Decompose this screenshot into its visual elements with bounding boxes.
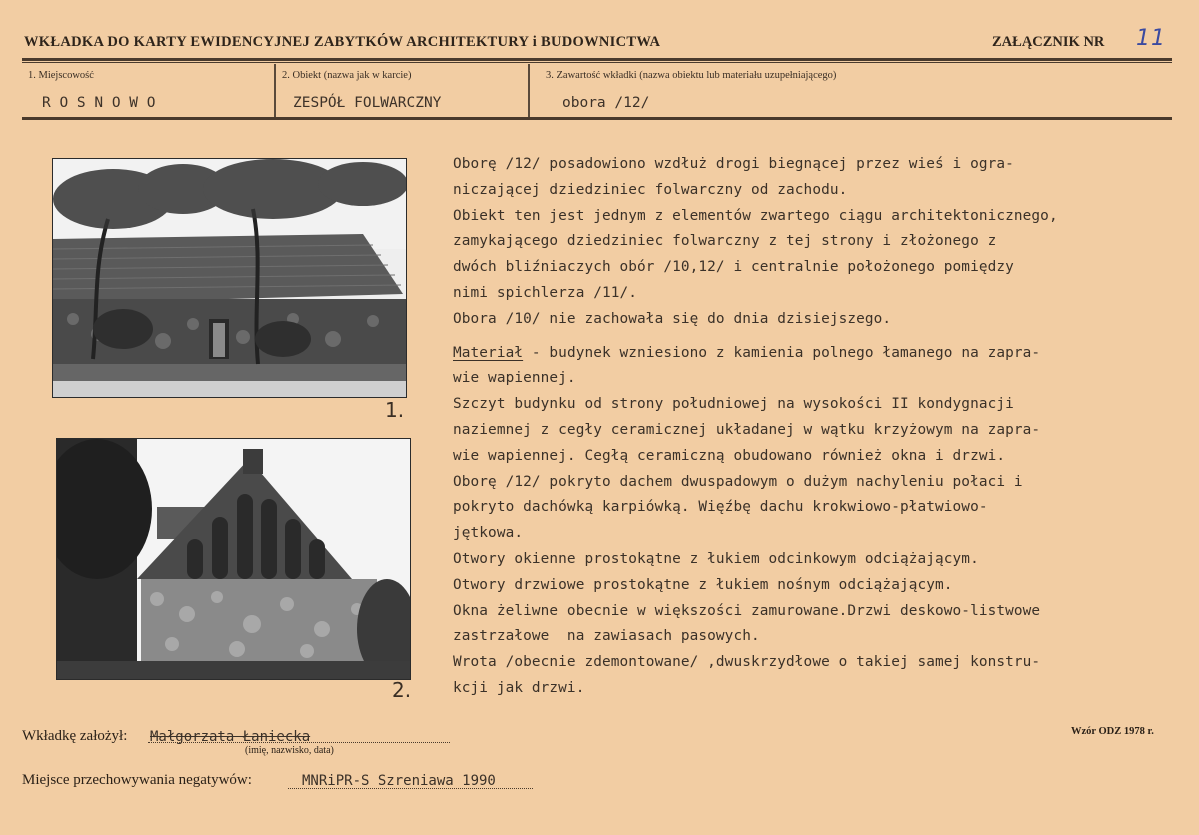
object-label: 2. Obiekt (nazwa jak w karcie) (282, 70, 412, 81)
locality-value: R O S N O W O (42, 95, 156, 111)
text-line: nimi spichlerza /11/. (453, 284, 638, 301)
text-line: pokryto dachówką karpiówką. Więźbę dachu krokwiowo-płatwiowo- (453, 499, 988, 516)
text-line: Oborę /12/ pokryto dachem dwuspadowym o dużym nachyleniu połaci i (453, 473, 1023, 490)
author-dotline (148, 742, 450, 743)
header-rule (22, 58, 1172, 61)
author-value: Małgorzata Łaniecka (150, 729, 311, 745)
text-line: Okna żeliwne obecnie w większości zamurowane.Drzwi deskowo-listwowe (453, 602, 1041, 619)
text-line: Wrota /obecnie zdemontowane/ ,dwuskrzydłowe o takiej samej konstru- (453, 654, 1041, 671)
material-text: - budynek wzniesiono z kamienia polnego łamanego na zapra- (523, 344, 1041, 361)
text-line: zastrzałowe na zawiasach pasowych. (453, 628, 760, 645)
photo-number: 1. (385, 398, 405, 422)
text-line: Obora /10/ nie zachowała się do dnia dzisiejszego. (453, 310, 892, 327)
attachment-number: 11 (1136, 26, 1166, 51)
attachment-label: ZAŁĄCZNIK NR (992, 34, 1105, 50)
text-line: Oborę /12/ posadowiono wzdłuż drogi biegnącej przez wieś i ogra- (453, 156, 1014, 172)
text-line: Szczyt budynku od strony południowej na wysokości II kondygnacji (453, 396, 1014, 413)
text-line: niczającej dziedziniec folwarczny od zachodu. (453, 181, 848, 198)
author-hint: (imię, nazwisko, data) (245, 745, 334, 756)
form-code: Wzór ODZ 1978 r. (1071, 726, 1154, 737)
form-title: WKŁADKA DO KARTY EWIDENCYJNEJ ZABYTKÓW ARCHITEKTURY i BUDOWNICTWA (24, 34, 661, 50)
text-line: zamykającego dziedziniec folwarczny z tej strony i złożonego z (453, 233, 997, 250)
text-line: wie wapiennej. (453, 370, 576, 387)
text-line: kcji jak drzwi. (453, 679, 585, 696)
text-line: Otwory okienne prostokątne z łukiem odcinkowym odciążającym. (453, 550, 979, 567)
text-line: jętkowa. (453, 525, 524, 542)
negatives-value: MNRiPR-S Szreniawa 1990 (302, 773, 496, 789)
author-label: Wkładkę założył: (22, 728, 128, 744)
locality-label: 1. Miejscowość (28, 70, 94, 81)
negatives-label: Miejsce przechowywania negatywów: (22, 772, 252, 788)
text-line: dwóch bliźniaczych obór /10,12/ i centralnie położonego pomiędzy (453, 259, 1014, 276)
text-line: Otwory drzwiowe prostokątne z łukiem nośnym odciążającym. (453, 576, 953, 593)
photo-barn-side (52, 158, 407, 398)
field-divider (528, 64, 530, 117)
material-heading: Materiał (453, 344, 524, 361)
contents-value: obora /12/ (562, 95, 650, 111)
object-value: ZESPÓŁ FOLWARCZNY (293, 95, 442, 111)
negatives-dotline (288, 788, 533, 789)
material-line (453, 341, 1153, 367)
text-line: Obiekt ten jest jednym z elementów zwartego ciągu architektonicznego, (453, 207, 1058, 224)
photo-number: 2. (392, 678, 412, 702)
contents-label: 3. Zawartość wkładki (nazwa obiektu lub materiału uzupełniającego) (546, 70, 837, 81)
text-line: naziemnej z cegły ceramicznej układanej w wątku krzyżowym na zapra- (453, 421, 1041, 438)
header-rule-thin (22, 62, 1172, 63)
description-text (453, 152, 1153, 702)
photo-barn-gable (56, 438, 411, 680)
fields-rule (22, 117, 1172, 120)
text-line: wie wapiennej. Cegłą ceramiczną obudowano również okna i drzwi. (453, 447, 1006, 464)
field-divider (274, 64, 276, 117)
